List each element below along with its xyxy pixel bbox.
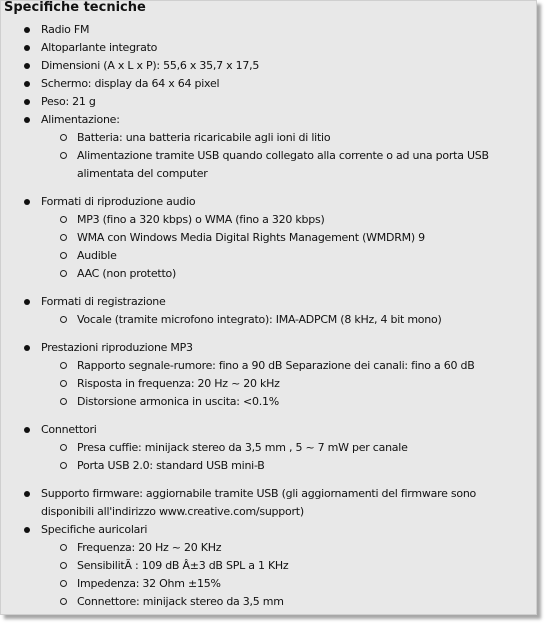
list-item-text: Supporto firmware: aggiornabile tramite USB (gli aggiornamenti del firmware sono disponibili all'indirizzo www.creative.com/support) <box>41 487 477 518</box>
sub-list-item-text: SensibilitÃ : 109 dB Â±3 dB SPL a 1 KHz <box>77 559 289 572</box>
sub-list-item <box>1 129 531 147</box>
sub-list-item-text: Batteria: una batteria ricaricabile agli ioni di litio <box>77 131 331 144</box>
bullet-dot-icon <box>24 299 30 305</box>
sub-list-item <box>1 311 531 329</box>
sub-list-item <box>1 265 531 283</box>
sub-list-item-text: MP3 (fino a 320 kbps) o WMA (fino a 320 kbps) <box>77 213 325 226</box>
sub-list-item <box>1 457 531 475</box>
bullet-circle-icon <box>60 134 67 141</box>
section-spacer <box>1 283 538 293</box>
sub-list-item <box>1 575 531 593</box>
sub-list-item-text: Rapporto segnale-rumore: fino a 90 dB Separazione dei canali: fino a 60 dB <box>77 359 475 372</box>
sub-list-item-text: AAC (non protetto) <box>77 267 177 280</box>
bullet-dot-icon <box>24 45 30 51</box>
list-item <box>1 485 531 521</box>
bullet-dot-icon <box>24 117 30 123</box>
list-item-text: Prestazioni riproduzione MP3 <box>41 341 193 354</box>
sub-list-item-text: Vocale (tramite microfono integrato): IMA-ADPCM (8 kHz, 4 bit mono) <box>77 313 442 326</box>
bullet-circle-icon <box>60 380 67 387</box>
sub-list-item-text: Impedenza: 32 Ohm ±15% <box>77 577 221 590</box>
bullet-circle-icon <box>60 544 67 551</box>
list-item <box>1 57 531 75</box>
bullet-circle-icon <box>60 234 67 241</box>
list-item-text: Formati di registrazione <box>41 295 166 308</box>
sub-list-item <box>1 211 531 229</box>
bullet-dot-icon <box>24 199 30 205</box>
bullet-dot-icon <box>24 99 30 105</box>
bullet-dot-icon <box>24 345 30 351</box>
sub-list-item <box>1 357 531 375</box>
bullet-dot-icon <box>24 491 30 497</box>
list-item <box>1 75 531 93</box>
bullet-circle-icon <box>60 152 67 159</box>
list-item <box>1 421 531 439</box>
sub-list-item <box>1 557 531 575</box>
spec-list <box>1 21 538 611</box>
sub-list-item-text: Distorsione armonica in uscita: <0.1% <box>77 395 279 408</box>
section-spacer <box>1 183 538 193</box>
sub-list-item-text: Connettore: minijack stereo da 3,5 mm <box>77 595 284 608</box>
bullet-dot-icon <box>24 63 30 69</box>
section-spacer <box>1 411 538 421</box>
bullet-circle-icon <box>60 444 67 451</box>
sub-list-item-text: Risposta in frequenza: 20 Hz ~ 20 kHz <box>77 377 280 390</box>
list-item <box>1 193 531 211</box>
list-item <box>1 21 531 39</box>
sub-list-item <box>1 247 531 265</box>
list-item <box>1 93 531 111</box>
list-item-text: Specifiche auricolari <box>41 523 148 536</box>
list-item-text: Alimentazione: <box>41 113 120 126</box>
bullet-circle-icon <box>60 270 67 277</box>
sub-list-item <box>1 375 531 393</box>
sub-list-item-text: Presa cuffie: minijack stereo da 3,5 mm , 5 ~ 7 mW per canale <box>77 441 408 454</box>
bullet-dot-icon <box>24 81 30 87</box>
bullet-circle-icon <box>60 252 67 259</box>
sub-list-item <box>1 439 531 457</box>
sub-list-item <box>1 593 531 611</box>
bullet-circle-icon <box>60 598 67 605</box>
list-item <box>1 339 531 357</box>
list-item <box>1 111 531 129</box>
sub-list-item <box>1 539 531 557</box>
section-spacer <box>1 329 538 339</box>
sub-list-item-text: WMA con Windows Media Digital Rights Management (WMDRM) 9 <box>77 231 425 244</box>
sub-list-item <box>1 393 531 411</box>
list-item <box>1 521 531 539</box>
bullet-circle-icon <box>60 316 67 323</box>
list-item-text: Connettori <box>41 423 97 436</box>
list-item-text: Altoparlante integrato <box>41 41 158 54</box>
list-item-text: Formati di riproduzione audio <box>41 195 196 208</box>
list-item-text: Peso: 21 g <box>41 95 96 108</box>
list-item-text: Dimensioni (A x L x P): 55,6 x 35,7 x 17,5 <box>41 59 260 72</box>
bullet-circle-icon <box>60 216 67 223</box>
list-item <box>1 39 531 57</box>
bullet-circle-icon <box>60 362 67 369</box>
bullet-dot-icon <box>24 527 30 533</box>
bullet-circle-icon <box>60 398 67 405</box>
list-item-text: Radio FM <box>41 23 90 36</box>
bullet-circle-icon <box>60 580 67 587</box>
section-spacer <box>1 475 538 485</box>
sub-list-item-text: Audible <box>77 249 117 262</box>
sub-list-item-text: Alimentazione tramite USB quando collegato alla corrente o ad una porta USB alimentata del computer <box>77 149 489 180</box>
sub-list-item-text: Porta USB 2.0: standard USB mini-B <box>77 459 265 472</box>
list-item <box>1 293 531 311</box>
bullet-circle-icon <box>60 562 67 569</box>
bullet-circle-icon <box>60 462 67 469</box>
list-item-text: Schermo: display da 64 x 64 pixel <box>41 77 220 90</box>
bullet-dot-icon <box>24 427 30 433</box>
sub-list-item <box>1 229 531 247</box>
bullet-dot-icon <box>24 27 30 33</box>
sub-list-item <box>1 147 531 183</box>
sub-list-item-text: Frequenza: 20 Hz ~ 20 KHz <box>77 541 222 554</box>
page-title: Specifiche tecniche <box>4 0 146 15</box>
